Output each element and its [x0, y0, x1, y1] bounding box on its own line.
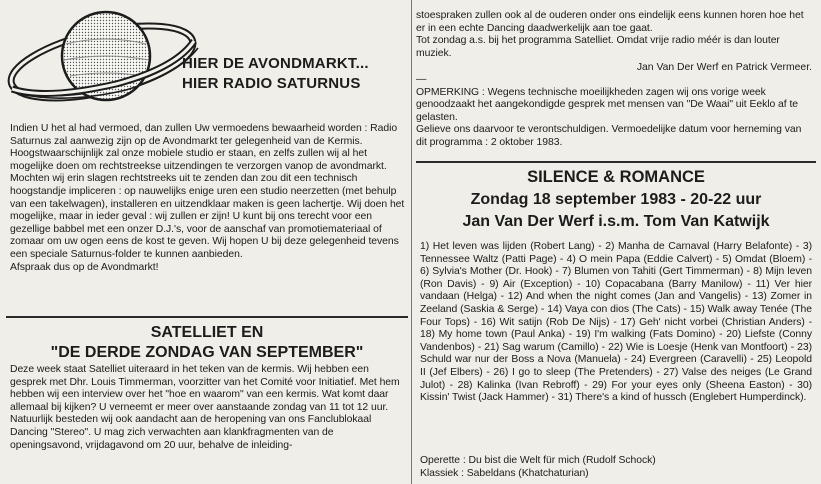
separator-dash: —: [416, 74, 427, 85]
extra-pieces: [420, 455, 812, 480]
satelliet-paragraph: Natuurlijk besteden wij ook aandacht aan de heropening van ons Fanclublokaal Dancing "Stereo". U mag zich verwachten aan klankfragmenten van de openingsavond, vrijdagavond om 20 uur, behalve de inleiding-: [10, 414, 372, 451]
headline: [182, 54, 408, 94]
operette-line: Operette : Du bist die Welt für mich (Rudolf Schock): [420, 455, 656, 466]
headline-line-1: HIER DE AVONDMARKT...: [182, 55, 369, 72]
intro-paragraph: Afspraak dus op de Avondmarkt!: [10, 261, 159, 273]
silence-romance-title: SILENCE & ROMANCE: [527, 168, 705, 186]
signature: Jan Van Der Werf en Patrick Vermeer.: [636, 62, 812, 73]
satelliet-title-line-1: SATELLIET EN: [150, 324, 264, 341]
continued-article: [416, 10, 812, 60]
left-column: [6, 0, 408, 484]
continued-paragraph: Tot zondag a.s. bij het programma Satelliet. Omdat vrije radio méér is dan louter muziek.: [416, 35, 780, 59]
section-rule: [416, 161, 816, 163]
saturn-logo-icon: [6, 4, 201, 110]
continued-paragraph: stoespraken zullen ook al de ouderen onder ons eindelijk eens kunnen horen hoe het er in een echte Dancing daadwerkelijk aan toe gaat.: [416, 10, 804, 34]
right-column: [416, 0, 816, 484]
intro-paragraph: Hoogstwaarschijnlijk zal onze mobiele studio er staan, en zelfs zullen wij al het mogelijke doen om rechtstreekse uitzendingen te verzorgen vanop de avondmarkt. Mochten wij erin slagen rechtstreeks uit te zenden dan zou dit een technisch hoogstandje impliceren : op nauwelijks enige uren een studio neerzetten (met behulp van een takelwagen), installeren en uitzendklaar maken is geen lachertje. Wij doen het mogelijke, maar in ieder geval : wij zullen er zijn! U kunt bij ons terecht voor een gezellige babbel met een onzer D.J.'s, voor de aanschaf van promotiemateriaal of zomaar om uw ogen eens de kost te geven. Wij hopen U bij deze gelegenheid tevens een speciale Saturnus-folder te kunnen aanbieden.: [10, 148, 405, 260]
satelliet-article: [10, 364, 406, 452]
silence-romance-hosts: Jan Van Der Werf i.s.m. Tom Van Katwijk: [462, 213, 770, 230]
satelliet-paragraph: Deze week staat Satelliet uiteraard in het teken van de kermis. Wij hebben een gesprek met Dhr. Louis Timmerman, voorzitter van het Comité voor Initiatief. Met hem hebben wij een interview over het "hoe en waarom" van een kermis. Wat komt daar allemaal bij kijken? U verneemt er meer over aanstaande zondag van 11 tot 12 uur.: [10, 364, 400, 413]
opmerking-note: [416, 74, 812, 150]
intro-paragraph: Indien U het al had vermoed, dan zullen Uw vermoedens bewaarheid worden : Radio Saturnus zal aanwezig zijn op de Avondmarkt ter gelegenheid van de Kermis.: [10, 123, 398, 147]
song-list: 1) Het leven was lijden (Robert Lang) - 2) Manha de Carnaval (Harry Belafonte) - 3) Tennessee Waltz (Patti Page) - 4) O mein Papa (Eddie Calvert) - 5) Omdat (Bloem) - 6) Sylvia's Mother (Dr. Hook) - 7) Blumen von Tahiti (Gert Timmerman) - 8) Mijn leven (Ron Davis) - 9) Air (Exception) - 10) Copacabana (Barry Manilow) - 11) Ver hier vandaan (Helga) - 12) And when the night comes (Jan and Vangelis) - 13) Zomer in Zeeland (Saskia & Serge) - 14) Vaya con dios (The Cats) - 15) Walk away Tenée (The Four Tops) - 16) Wit satijn (Rob De Nijs) - 17) Geh' nicht vorbei (Christian Anders) - 18) My home town (Paul Anka) - 19) I'm walking (Fats Domino) - 20) Liefste (Conny Vandenbos) - 21) Sag warum (Camillo) - 22) Wie is Loesje (Henk van Montfoort) - 23) Schuld war nur der Boss a Nova (Manuela) - 24) Evergreen (Caravelli) - 25) Leopold II (Jef Elbers) - 26) I go to sleep (The Pretenders) - 27) Valse des neiges (Le Grand Julot) - 28) Kalinka (Ivan Rebroff) - 29) For your eyes only (Sheena Easton) - 30) Kissin' Twist (Jack Hammer) - 31) There's a kind of hussch (Englebert Humperdinck).: [420, 241, 812, 404]
satelliet-title-line-2: "DE DERDE ZONDAG VAN SEPTEMBER": [50, 344, 364, 361]
headline-line-2: HIER RADIO SATURNUS: [182, 75, 361, 92]
intro-article: [10, 123, 406, 274]
opmerking-paragraph: OPMERKING : Wegens technische moeilijkheden zagen wij ons vorige week genoodzaakt het aangekondigde gesprek met mensen van "De Waai" uit Eeklo af te gelasten.: [416, 86, 799, 123]
section-rule: [6, 316, 408, 318]
opmerking-paragraph: Gelieve ons daarvoor te verontschuldigen. Vermoedelijke datum voor herneming van dit programma : 2 oktober 1983.: [416, 124, 802, 148]
silence-romance-date: Zondag 18 september 1983 - 20-22 uur: [470, 191, 762, 208]
klassiek-line: Klassiek : Sabeldans (Khatchaturian): [420, 467, 589, 479]
column-divider: [411, 0, 412, 484]
